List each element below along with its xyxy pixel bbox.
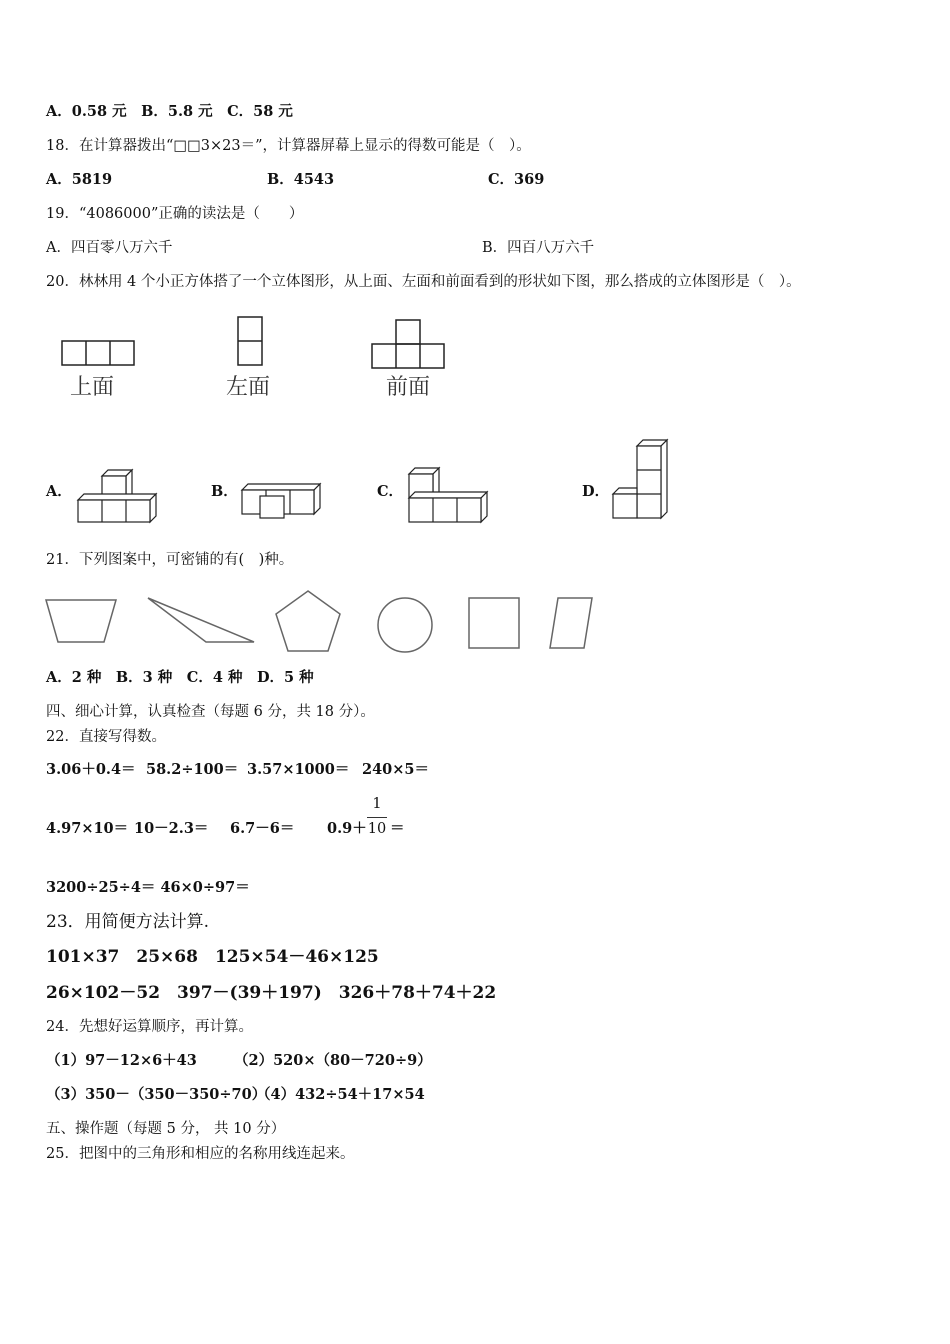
front-view-figure [372,320,444,370]
trapezoid-shape [44,598,118,644]
q18-option-c: C．369 [488,171,545,188]
fraction-numerator: 1 [372,796,382,812]
left-view-caption: 左面 [226,375,271,400]
q22-calc-8-equals: ＝ [390,820,405,837]
q22-calc-7: 6.7－6＝ [230,820,295,837]
q22-calc-2: 58.2÷100＝ [146,761,239,778]
q24-problem-4: （4）432÷54＋17×54 [256,1086,425,1103]
left-view-figure [238,317,264,365]
q24-problem-3: （3）350－（350－350÷70） [46,1086,267,1103]
q20-question: 20．林林用 4 个小正方体搭了一个立体图形，从上面、左面和前面看到的形状如下图，那么搭成的立体图形是（ ）。 [46,274,801,290]
q19-question: 19．“4086000”正确的读法是（ ） [46,206,304,222]
q22-calc-4: 240×5＝ [362,761,430,778]
q22-calc-6: 10－2.3＝ [134,820,209,837]
q20-option-d-label: D． [582,483,610,500]
top-view-figure [62,341,134,367]
q22-calc-5: 4.97×10＝ [46,820,129,837]
circle-shape [376,596,434,654]
fraction-denominator: 10 [367,821,387,837]
q20-option-b-label: B． [211,483,238,500]
q24-title: 24．先想好运算顺序，再计算。 [46,1019,253,1035]
q23-title: 23．用简便方法计算. [46,912,210,932]
q18-question: 18．在计算器拨出“□□3×23＝”，计算器屏幕上显示的得数可能是（ ）。 [46,138,531,154]
q20-option-a-label: A． [46,483,72,500]
parallelogram-shape [548,596,594,650]
q22-calc-1: 3.06＋0.4＝ [46,761,136,778]
square-shape [467,596,521,650]
q21-question: 21．下列图案中，可密铺的有( )种。 [46,552,294,568]
q25-question: 25．把图中的三角形和相应的名称用线连起来。 [46,1146,355,1162]
q24-problem-2: （2）520×（80－720÷9） [234,1052,432,1069]
q22-title: 22．直接写得数。 [46,729,166,745]
q23-row2: 26×102－52 397－(39＋197) 326＋78＋74＋22 [46,983,497,1003]
pentagon-shape [274,589,342,653]
section5-heading: 五、操作题（每题 5 分， 共 10 分） [46,1121,286,1137]
q18-option-a: A．5819 [46,171,113,188]
q19-option-b: B．四百八万六千 [482,240,595,256]
q22-calc-3: 3.57×1000＝ [247,761,350,778]
q20-option-c-label: C． [377,483,404,500]
q22-row3: 3200÷25÷4＝ 46×0÷97＝ [46,879,250,896]
q18-option-b: B．4543 [267,171,335,188]
q21-options: A．2 种 B．3 种 C．4 种 D．5 种 [46,669,314,686]
q20-option-b-figure [242,482,324,518]
q23-row1: 101×37 25×68 125×54－46×125 [46,947,379,967]
q20-option-a-figure [78,470,160,524]
q19-option-a: A．四百零八万六千 [46,240,173,256]
q17-options: A．0.58 元 B．5.8 元 C．58 元 [46,103,293,120]
q20-option-c-figure [409,468,491,524]
q22-calc-8: 0.9＋ [327,820,367,837]
top-view-caption: 上面 [70,375,115,400]
triangle-shape [146,596,256,644]
q24-problem-1: （1）97－12×6＋43 [46,1052,197,1069]
section4-heading: 四、细心计算，认真检查（每题 6 分，共 18 分）。 [46,704,375,720]
front-view-caption: 前面 [386,375,431,400]
fraction-bar [367,817,387,818]
q20-option-d-figure [613,440,671,520]
